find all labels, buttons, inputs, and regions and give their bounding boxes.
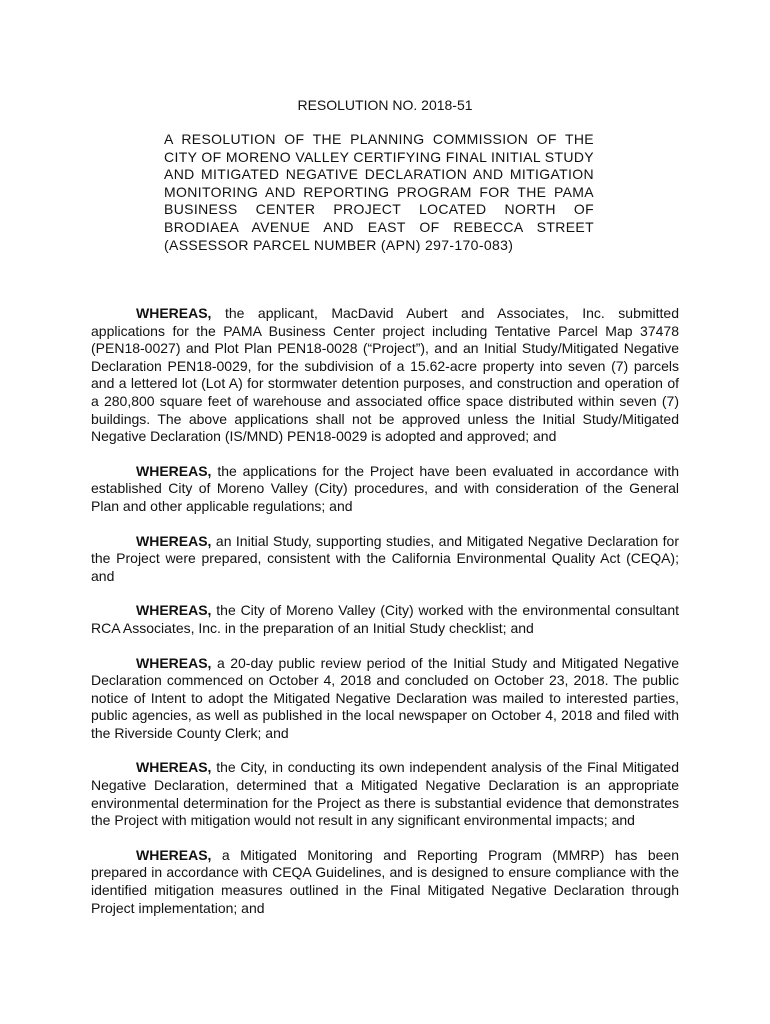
whereas-paragraph (91, 759, 679, 829)
whereas-lead: WHEREAS, (136, 846, 212, 863)
whereas-paragraph (91, 847, 679, 917)
whereas-paragraph (91, 463, 679, 516)
paragraph-text: the applications for the Project have been evaluated in accordance with established City of Moreno Valley (City) procedures, and with consideration of the General Plan and other applicable regulations; and (91, 462, 680, 514)
resolution-title: A RESOLUTION OF THE PLANNING COMMISSION OF THE CITY OF MORENO VALLEY CERTIFYING FINAL INITIAL STUDY AND MITIGATED NEGATIVE DECLARATION AND MITIGATION MONITORING AND REPORTING PROGRAM FOR THE PAMA BUSINESS CENTER PROJECT LOCATED NORTH OF BRODIAEA AVENUE AND EAST OF REBECCA STREET (ASSESSOR PARCEL NUMBER (APN) 297-170-083) (164, 131, 594, 253)
whereas-paragraph (91, 655, 679, 743)
whereas-lead: WHEREAS, (136, 654, 212, 671)
paragraph-text: the applicant, MacDavid Aubert and Associates, Inc. submitted applications for the PAMA Business Center project including Tentative Parcel Map 37478 (PEN18-0027) and Plot Plan PEN18-0028 (“Project”), and an Initial Study/Mitigated Negative Declaration PEN18-0029, for the subdivision of a 15.62-acre property into seven (7) parcels and a lettered lot (Lot A) for stormwater detention purposes, and construction and operation of a 280,800 square feet of warehouse and associated office space distributed within seven (7) buildings. The above applications shall not be approved unless the Initial Study/Mitigated Negative Declaration (IS/MND) PEN18-0029 is adopted and approved; and (91, 305, 679, 445)
paragraph-text: the City of Moreno Valley (City) worked with the environmental consultant RCA Associates, Inc. in the preparation of an Initial Study checklist; and (91, 602, 680, 636)
whereas-lead: WHEREAS, (136, 462, 212, 479)
paragraph-text: a 20-day public review period of the Initial Study and Mitigated Negative Declaration commenced on October 4, 2018 and concluded on October 23, 2018. The public notice of Intent to adopt the Mitigated Negative Declaration was mailed to interested parties, public agencies, as well as published in the local newspaper on October 4, 2018 and filed with the Riverside County Clerk; and (91, 654, 679, 741)
paragraph-text: a Mitigated Monitoring and Reporting Program (MMRP) has been prepared in accordance with CEQA Guidelines, and is designed to ensure compliance with the identified mitigation measures outlined in the Final Mitigated Negative Declaration through Project implementation; and (91, 846, 679, 916)
paragraph-text: an Initial Study, supporting studies, and Mitigated Negative Declaration for the Project were prepared, consistent with the California Environmental Quality Act (CEQA); and (91, 532, 679, 584)
paragraph-text: the City, in conducting its own independent analysis of the Final Mitigated Negative Declaration, determined that a Mitigated Negative Declaration is an appropriate environmental determination for the Project as there is substantial evidence that demonstrates the Project with mitigation would not result in any significant environmental impacts; and (91, 759, 680, 829)
resolution-number: RESOLUTION NO. 2018-51 (297, 97, 473, 113)
whereas-paragraph (91, 305, 679, 446)
document-body (91, 305, 679, 934)
whereas-paragraph (91, 533, 679, 586)
whereas-lead: WHEREAS, (136, 759, 212, 776)
whereas-lead: WHEREAS, (136, 532, 212, 549)
whereas-lead: WHEREAS, (136, 602, 212, 619)
whereas-lead: WHEREAS, (136, 305, 212, 321)
whereas-paragraph (91, 602, 679, 637)
